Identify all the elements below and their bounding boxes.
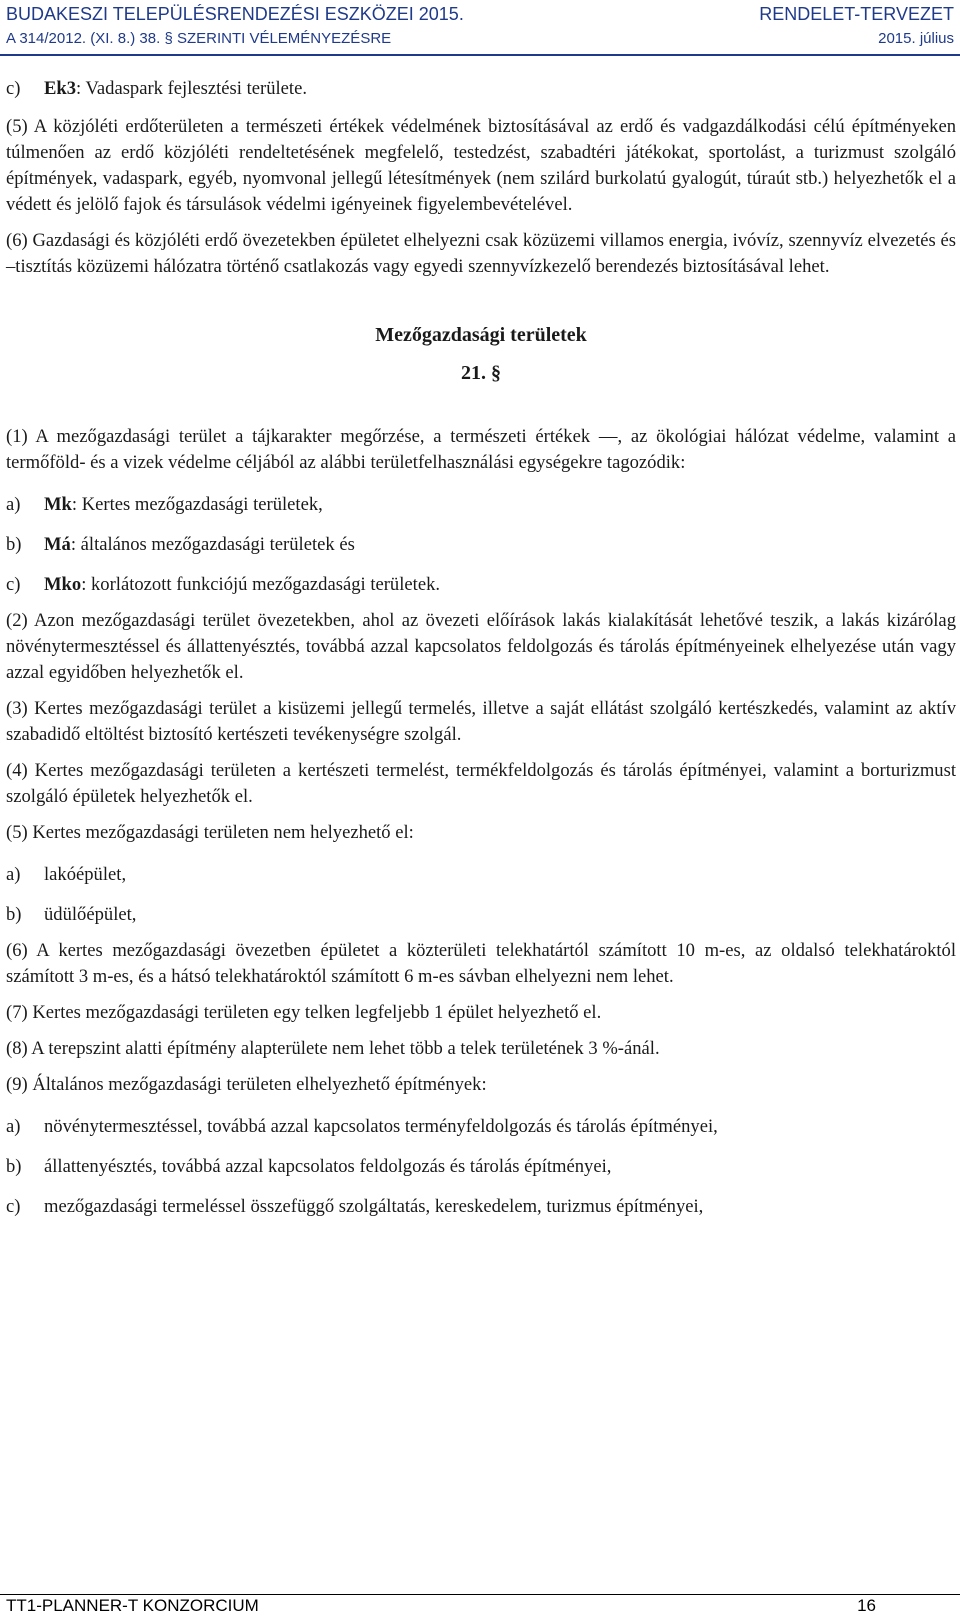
footer (0, 1596, 960, 1616)
list-item (6, 1194, 956, 1220)
list-item (6, 532, 956, 558)
list-marker: b) (6, 534, 22, 555)
list-item (6, 76, 956, 102)
header-date: 2015. július (878, 30, 954, 47)
paragraph: (5) Kertes mezőgazdasági területen nem helyezhető el: (6, 822, 414, 843)
list-marker: b) (6, 904, 22, 925)
paragraph: (6) A kertes mezőgazdasági övezetben épületet a közterületi telekhatártól számított 10 m-es, az oldalsó telekhatároktól számított 3 m-es, és a hátsó telekhatároktól számított 6 m-es sávban elhelyezni nem lehet. (6, 940, 956, 987)
zone-code: Ek3 (44, 78, 77, 99)
list-text (44, 572, 956, 598)
header-doc-type: RENDELET-TERVEZET (759, 4, 954, 24)
page-number: 16 (857, 1596, 876, 1615)
list-item (6, 902, 956, 928)
header-title: BUDAKESZI TELEPÜLÉSRENDEZÉSI ESZKÖZEI 2015. (6, 4, 464, 24)
list-text: állattenyésztés, továbbá azzal kapcsolatos feldolgozás és tárolás építményei, (44, 1156, 612, 1177)
footer-divider (0, 1594, 960, 1595)
list-item (6, 572, 956, 598)
list-item (6, 1154, 956, 1180)
zone-description: : Vadaspark fejlesztési területe. (76, 78, 307, 99)
zone-description: : általános mezőgazdasági területek és (70, 534, 355, 555)
list-marker: a) (6, 494, 21, 515)
paragraph: (5) A közjóléti erdőterületen a természeti értékek védelmének biztosításával az erdő és vadgazdálkodási célú építményeken túlmenően az erdő közjóléti rendeltetésének megfelelő, testedzést, szabadtéri játékokat, sportolást, a turizmust szolgáló építmények, vadaspark, egyéb, nyomvonal jellegű létesítmények (nem szilárd burkolatú gyalogút, túraút stb.) helyezhetők el a védett és jelölő fajok és társulások védelmi igényeinek figyelembevételével. (6, 116, 956, 215)
zone-code: Mko (44, 574, 82, 595)
zone-description: : Kertes mezőgazdasági területek, (71, 494, 323, 515)
paragraph: (7) Kertes mezőgazdasági területen egy telken legfeljebb 1 épület helyezhető el. (6, 1002, 602, 1023)
section-number: 21. § (461, 362, 501, 384)
paragraph: (4) Kertes mezőgazdasági területen a kertészeti termelést, termékfeldolgozás és tárolás építményei, valamint a borturizmust szolgáló épületek helyezhetők el. (6, 760, 956, 807)
list-marker: b) (6, 1156, 22, 1177)
list-marker: a) (6, 864, 21, 885)
header-row-1 (0, 4, 960, 28)
list-marker: c) (6, 574, 21, 595)
paragraph: (6) Gazdasági és közjóléti erdő övezetekben épületet elhelyezni csak közüzemi villamos energia, ivóvíz, szennyvíz elvezetés és –tisztítás közüzemi hálózatra történő csatlakozás vagy egyedi szennyvízkezelő berendezés biztosításával lehet. (6, 230, 956, 277)
footer-consortium: TT1-PLANNER-T KONZORCIUM (6, 1596, 259, 1615)
list-marker: a) (6, 1116, 21, 1137)
zone-description: : korlátozott funkciójú mezőgazdasági területek. (81, 574, 441, 595)
list-text: mezőgazdasági termeléssel összefüggő szolgáltatás, kereskedelem, turizmus építményei, (44, 1196, 704, 1217)
header-divider (0, 54, 960, 56)
paragraph: (3) Kertes mezőgazdasági terület a kisüzemi jellegű termelés, illetve a saját ellátást szolgáló kertészkedés, valamint az aktív szabadidő eltöltést biztosító kertészeti tevékenységre szolgál. (6, 698, 956, 745)
list-marker: c) (6, 1196, 21, 1217)
header-row-2 (0, 30, 960, 50)
list-item (6, 1114, 956, 1140)
list-item (6, 862, 956, 888)
list-text: lakóépület, (44, 864, 127, 885)
paragraph: (8) A terepszint alatti építmény alapterülete nem lehet több a telek területének 3 %-ánál. (6, 1038, 660, 1059)
paragraph: (9) Általános mezőgazdasági területen elhelyezhető építmények: (6, 1074, 487, 1095)
header-subtitle: A 314/2012. (XI. 8.) 38. § SZERINTI VÉLEMÉNYEZÉSRE (6, 30, 392, 47)
list-text: üdülőépület, (44, 904, 137, 925)
list-text (44, 76, 956, 102)
list-text (44, 492, 956, 518)
zone-code: Má (44, 534, 71, 555)
document-body (6, 76, 956, 1234)
list-marker: c) (6, 78, 21, 99)
paragraph: (1) A mezőgazdasági terület a tájkarakter megőrzése, a természeti értékek —, az ökológiai hálózat védelme, valamint a termőföld- és a vizek védelme céljából az alábbi területfelhasználási egységekre tagozódik: (6, 426, 956, 473)
zone-code: Mk (44, 494, 72, 515)
paragraph: (2) Azon mezőgazdasági terület övezetekben, ahol az övezeti előírások lakás kialakítását lehetővé teszik, a lakás kizárólag növénytermesztéssel és állattenyésztés, továbbá azzal kapcsolatos feldolgozás és tárolás építményeinek elhelyezése után vagy azzal egyidőben helyezhetők el. (6, 610, 956, 683)
list-item (6, 492, 956, 518)
list-text (44, 532, 956, 558)
list-text: növénytermesztéssel, továbbá azzal kapcsolatos terményfeldolgozás és tárolás építményei, (44, 1116, 718, 1137)
section-title: Mezőgazdasági területek (375, 324, 587, 346)
